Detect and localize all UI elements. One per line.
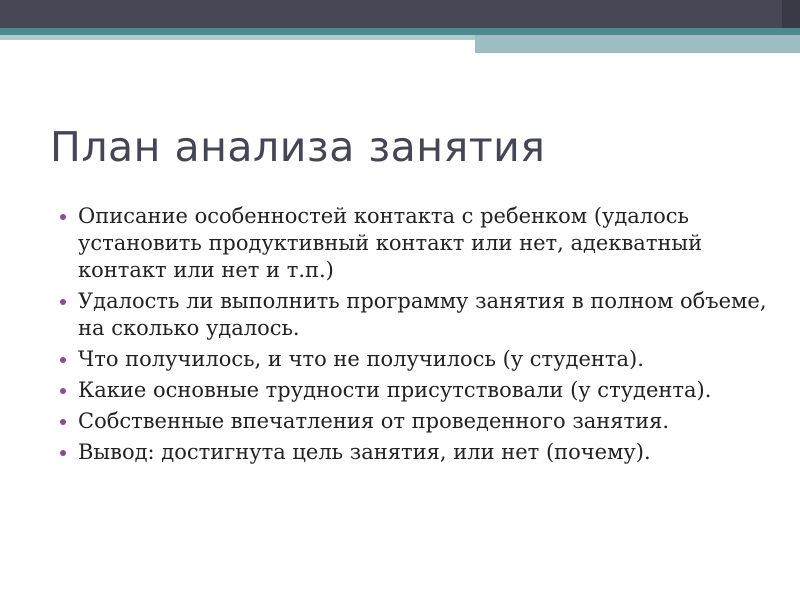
header-band-light xyxy=(0,35,475,40)
slide-title: План анализа занятия xyxy=(50,123,546,171)
bullet-item xyxy=(60,346,775,373)
bullet-dot-icon xyxy=(60,450,66,456)
bullet-dot-icon xyxy=(60,419,66,425)
bullet-text: Вывод: достигнута цель занятия, или нет (почему). xyxy=(78,440,651,464)
bullet-item xyxy=(60,203,775,284)
header-band-dark xyxy=(0,0,800,28)
bullet-text: Удалость ли выполнить программу занятия в полном объеме, на сколько удалось. xyxy=(78,289,767,340)
bullet-text: Описание особенностей контакта с ребенком (удалось установить продуктивный контакт или нет, адекватный контакт или нет и т.п.) xyxy=(78,204,703,282)
header-band-mid xyxy=(475,35,800,53)
bullet-dot-icon xyxy=(60,214,66,220)
bullet-item xyxy=(60,377,775,404)
bullet-list xyxy=(60,203,775,470)
bullet-item xyxy=(60,439,775,466)
bullet-text: Собственные впечатления от проведенного занятия. xyxy=(78,409,670,433)
header-band-teal xyxy=(0,28,800,35)
bullet-dot-icon xyxy=(60,388,66,394)
bullet-text: Что получилось, и что не получилось (у студента). xyxy=(78,347,644,371)
header-band-notch xyxy=(782,0,800,28)
bullet-item xyxy=(60,408,775,435)
bullet-item xyxy=(60,288,775,342)
bullet-text: Какие основные трудности присутствовали (у студента). xyxy=(78,378,712,402)
bullet-dot-icon xyxy=(60,357,66,363)
bullet-dot-icon xyxy=(60,299,66,305)
